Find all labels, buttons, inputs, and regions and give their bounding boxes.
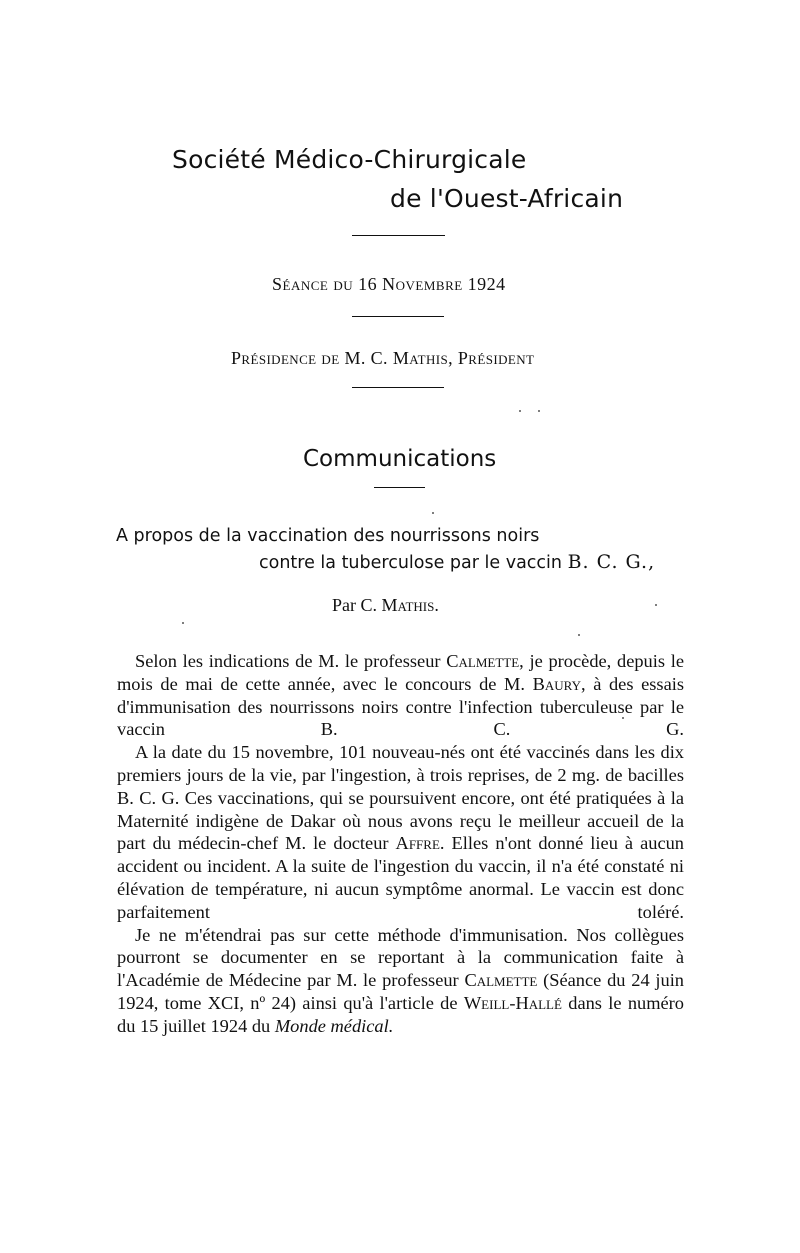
person-name: Calmette (446, 651, 520, 671)
print-speck (432, 512, 434, 514)
body-paragraph (117, 741, 684, 923)
paragraph-text: Selon les indications de M. le professeur (135, 651, 447, 671)
author-name: C. Mathis. (360, 595, 439, 615)
print-speck (182, 622, 184, 624)
separator-rule (352, 387, 444, 388)
paragraph-text: , à des essais d'immunisation des nourrissons noirs contre l'infection tuberculeuse par le vaccin B. C. G. (117, 673, 684, 740)
separator-rule (352, 316, 444, 317)
article-title-text: contre la tuberculose par le vaccin (259, 553, 562, 573)
article-body (117, 650, 684, 1038)
separator-rule (374, 487, 425, 488)
paragraph-text: . Elles n'ont donné lieu à aucun accident ou incident. A la suite de l'ingestion du vaccin, il n'a été constaté ni élévation de température, ni aucun symptôme anormal. Le vaccin est donc parfaitement toléré. (117, 833, 685, 922)
separator-rule (352, 235, 445, 236)
society-name: Société Médico-Chirurgicale (172, 145, 527, 174)
body-paragraph (117, 650, 684, 741)
article-title-continued (259, 551, 655, 573)
article-title-bcg: B. C. G., (567, 551, 656, 573)
paragraph-text: (Séance du 24 juin 1924, tome XCI, nº 24) ainsi qu'à l'article de (117, 970, 685, 1013)
print-speck (578, 634, 580, 636)
paragraph-text: A la date du 15 novembre, 101 nouveau-nés ont été vaccinés dans les dix premiers jours de la vie, par l'ingestion, à trois reprises, de 2 mg. de bacilles B. C. G. Ces vaccinations, qui se poursuivent encore, ont été pratiquées à la Maternité indigène de Dakar où nous avons reçu le meilleur accueil de la part du médecin-chef M. le docteur (117, 742, 684, 854)
print-speck (655, 604, 657, 606)
person-name: Affre (395, 833, 440, 854)
paragraph-text: dans le numéro du 15 juillet 1924 du (117, 992, 684, 1036)
person-name: Weill-Hallé (463, 992, 562, 1013)
print-speck (622, 717, 624, 719)
article-author (332, 595, 439, 616)
print-speck (538, 410, 540, 412)
society-region: de l'Ouest-Africain (390, 184, 624, 213)
paragraph-text: Je ne m'étendrai pas sur cette méthode d'immunisation. Nos collègues pourront se documenter en se reportant à la communication faite à l'Académie de Médecine par M. le professeur (117, 924, 684, 991)
section-title: Communications (303, 446, 497, 472)
paragraph-text: , je procède, depuis le mois de mai de cette année, avec le concours de M. (117, 651, 685, 694)
print-speck (519, 410, 521, 412)
session-presidency: Présidence de M. C. Mathis, Président (231, 348, 535, 368)
article-title: A propos de la vaccination des nourrissons noirs (116, 526, 540, 546)
body-paragraph (117, 924, 684, 1038)
journal-title: Monde médical. (274, 1015, 394, 1036)
author-prefix: Par (332, 595, 356, 615)
person-name: Baury (532, 673, 581, 694)
session-date: Séance du 16 Novembre 1924 (272, 274, 506, 294)
person-name: Calmette (464, 970, 538, 991)
